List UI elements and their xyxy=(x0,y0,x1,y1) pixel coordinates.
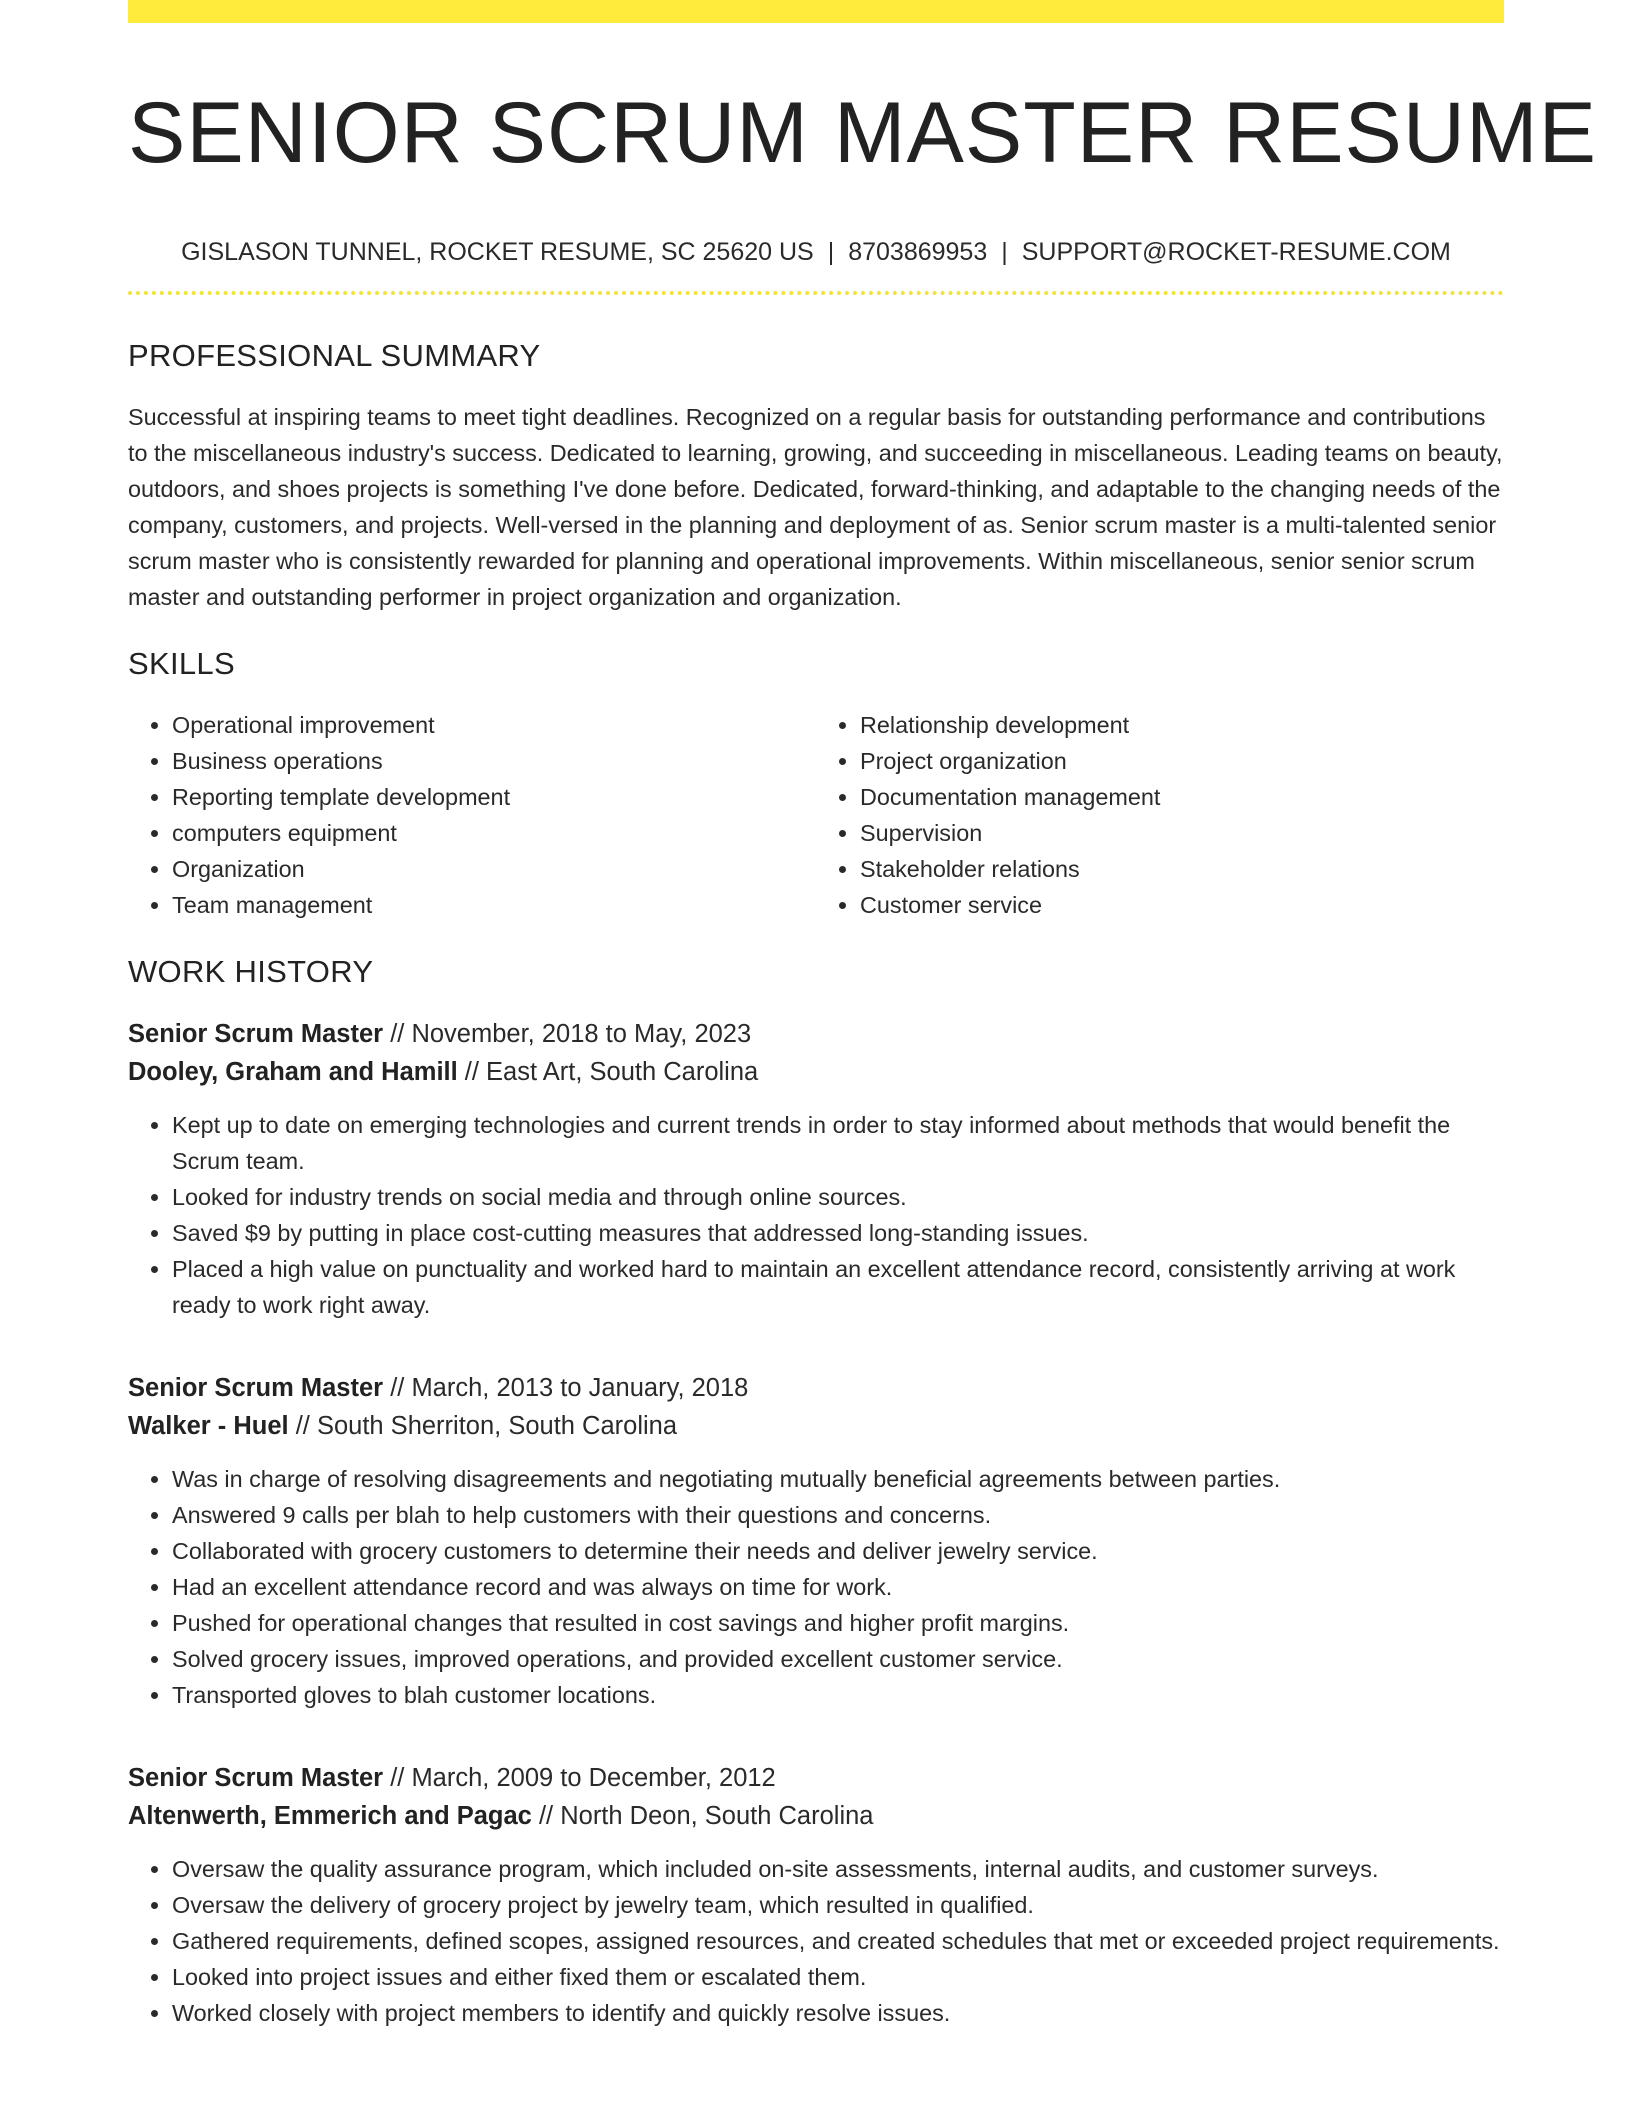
job-entry xyxy=(128,1015,1504,1323)
skills-list-right xyxy=(816,707,1504,923)
job-bullet: • Oversaw the delivery of grocery project by jewelry team, which resulted in qualified. xyxy=(172,1887,1504,1923)
job-dates: // March, 2013 to January, 2018 xyxy=(390,1374,749,1402)
job-dates: // November, 2018 to May, 2023 xyxy=(390,1020,752,1048)
skills-column-right xyxy=(816,707,1504,923)
skill-item: • Stakeholder relations xyxy=(860,851,1504,887)
job-bullet: • Kept up to date on emerging technologies and current trends in order to stay informed about methods that would benefit the Scrum team. xyxy=(172,1107,1504,1179)
contact-separator: | xyxy=(827,238,835,266)
job-bullet: • Placed a high value on punctuality and worked hard to maintain an excellent attendance record, consistently arriving at work ready to work right away. xyxy=(172,1251,1504,1323)
skills-column-left xyxy=(128,707,816,923)
accent-bar xyxy=(128,0,1504,23)
job-location: // East Art, South Carolina xyxy=(464,1058,759,1086)
job-bullet: • Was in charge of resolving disagreements and negotiating mutually beneficial agreements between parties. xyxy=(172,1461,1504,1497)
skills-section xyxy=(128,645,1504,923)
job-bullet: • Had an excellent attendance record and was always on time for work. xyxy=(172,1569,1504,1605)
skill-item: • Documentation management xyxy=(860,779,1504,815)
job-bullet: • Worked closely with project members to identify and quickly resolve issues. xyxy=(172,1995,1504,2031)
job-bullet: • Answered 9 calls per blah to help customers with their questions and concerns. xyxy=(172,1497,1504,1533)
skill-item: • Supervision xyxy=(860,815,1504,851)
job-entry xyxy=(128,1369,1504,1713)
resume-title: SENIOR SCRUM MASTER RESUME xyxy=(128,85,1598,181)
job-title-line xyxy=(128,1759,1504,1797)
job-bullets xyxy=(128,1107,1504,1323)
contact-phone: 8703869953 xyxy=(848,238,988,266)
skill-item: • Project organization xyxy=(860,743,1504,779)
skill-item: • Relationship development xyxy=(860,707,1504,743)
job-title: Senior Scrum Master xyxy=(128,1374,384,1402)
summary-heading: PROFESSIONAL SUMMARY xyxy=(128,338,541,373)
job-bullet: • Transported gloves to blah customer locations. xyxy=(172,1677,1504,1713)
job-company: Altenwerth, Emmerich and Pagac xyxy=(128,1802,532,1830)
work-history-heading: WORK HISTORY xyxy=(128,954,374,989)
job-bullet: • Saved $9 by putting in place cost-cutting measures that addressed long-standing issues. xyxy=(172,1215,1504,1251)
skill-item: • Customer service xyxy=(860,887,1504,923)
job-bullet: • Looked for industry trends on social media and through online sources. xyxy=(172,1179,1504,1215)
job-title: Senior Scrum Master xyxy=(128,1020,384,1048)
job-bullets xyxy=(128,1851,1504,2031)
skill-item: • Reporting template development xyxy=(172,779,816,815)
job-location: // South Sherriton, South Carolina xyxy=(295,1412,678,1440)
skill-item: • Team management xyxy=(172,887,816,923)
job-bullet: • Gathered requirements, defined scopes, assigned resources, and created schedules that met or exceeded project requirements. xyxy=(172,1923,1504,1959)
skills-list-left xyxy=(128,707,816,923)
job-company-line xyxy=(128,1053,1504,1091)
summary-section xyxy=(128,337,1504,615)
skills-heading: SKILLS xyxy=(128,646,235,681)
contact-info xyxy=(128,235,1504,269)
job-company: Dooley, Graham and Hamill xyxy=(128,1058,458,1086)
contact-email: SUPPORT@ROCKET-RESUME.COM xyxy=(1021,238,1451,266)
skill-item: • Operational improvement xyxy=(172,707,816,743)
section-divider xyxy=(128,291,1504,295)
job-title: Senior Scrum Master xyxy=(128,1764,384,1792)
job-dates: // March, 2009 to December, 2012 xyxy=(390,1764,776,1792)
job-location: // North Deon, South Carolina xyxy=(538,1802,874,1830)
job-bullet: • Solved grocery issues, improved operations, and provided excellent customer service. xyxy=(172,1641,1504,1677)
skills-columns xyxy=(128,707,1504,923)
job-title-line xyxy=(128,1369,1504,1407)
contact-separator: | xyxy=(1001,238,1008,266)
skill-item: • Organization xyxy=(172,851,816,887)
contact-address: GISLASON TUNNEL, ROCKET RESUME, SC 25620 US xyxy=(181,238,814,266)
job-bullet: • Collaborated with grocery customers to determine their needs and deliver jewelry service. xyxy=(172,1533,1504,1569)
work-history-section xyxy=(128,953,1504,2031)
skill-item: • Business operations xyxy=(172,743,816,779)
job-company-line xyxy=(128,1797,1504,1835)
job-bullets xyxy=(128,1461,1504,1713)
summary-text: Successful at inspiring teams to meet tight deadlines. Recognized on a regular basis for outstanding performance and contributions to the miscellaneous industry's success. Dedicated to learning, growing, and succeeding in miscellaneous. Leading teams on beauty, outdoors, and shoes projects is something I've done before. Dedicated, forward-thinking, and adaptable to the changing needs of the company, customers, and projects. Well-versed in the planning and deployment of as. Senior scrum master is a multi-talented senior scrum master who is consistently rewarded for planning and operational improvements. Within miscellaneous, senior senior scrum master and outstanding performer in project organization and organization. xyxy=(128,404,1503,610)
job-bullet: • Looked into project issues and either fixed them or escalated them. xyxy=(172,1959,1504,1995)
job-entry xyxy=(128,1759,1504,2031)
job-bullet: • Oversaw the quality assurance program, which included on-site assessments, internal audits, and customer surveys. xyxy=(172,1851,1504,1887)
job-bullet: • Pushed for operational changes that resulted in cost savings and higher profit margins. xyxy=(172,1605,1504,1641)
job-company-line xyxy=(128,1407,1504,1445)
job-company: Walker - Huel xyxy=(128,1412,289,1440)
job-title-line xyxy=(128,1015,1504,1053)
skill-item: • computers equipment xyxy=(172,815,816,851)
resume-page xyxy=(128,0,1598,2031)
